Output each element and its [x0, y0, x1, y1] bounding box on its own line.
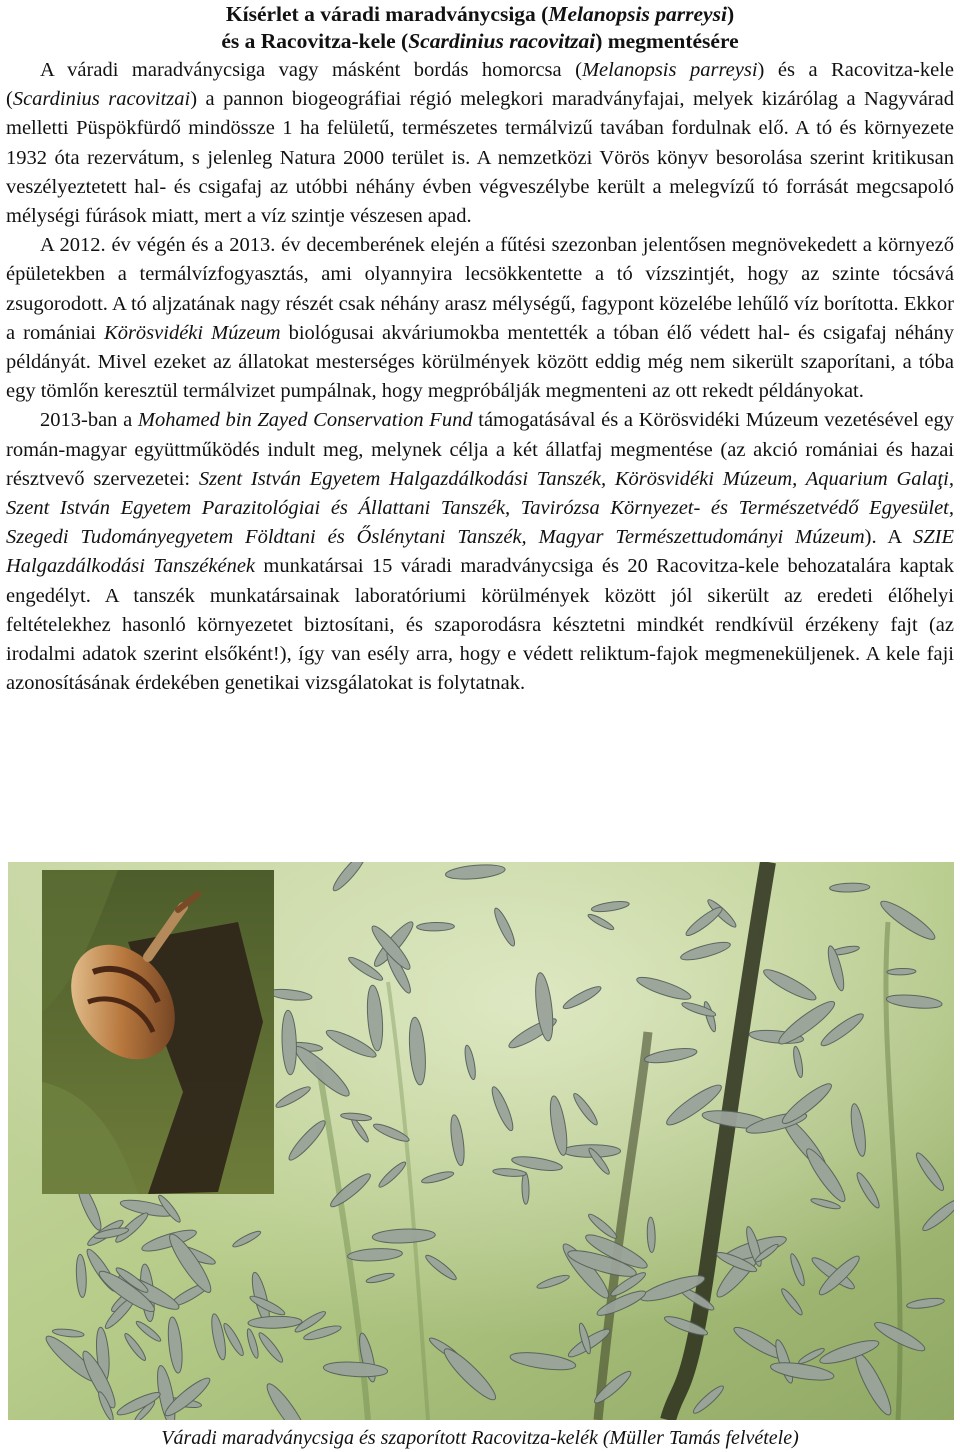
title-line-2: és a Racovitza-kele (Scardinius racovitzai) megmentésére — [221, 29, 739, 53]
body-text — [6, 56, 954, 698]
fish — [887, 968, 916, 975]
paragraph-3: 2013-ban a Mohamed bin Zayed Conservation Fund támogatásával és a Körösvidéki Múzeum vezetésével egy román-magyar együttműködés indult meg, melynek célja a két állatfaj megmentése (az akció romániai és hazai résztvevő szervezetei: Szent István Egyetem Halgazdálkodási Tanszék, Körösvidéki Múzeum, Aquarium Galaţi, Szent István Egyetem Parazitológiai és Állattani Tanszék, Tavirózsa Környezet- és Természetvédő Egyesület, Szegedi Tudományegyetem Földtani és Őslénytani Tanszék, Magyar Természettudományi Múzeum). A SZIE Halgazdálkodási Tanszékének munkatársai 15 váradi maradványcsiga és 20 Racovitza-kele behozatalára kaptak engedélyt. A tanszék munkatársainak laboratóriumi körülmények között jól sikerült az eredeti élőhelyi feltételekhez hasonló környezetet biztosítani, és szaporodásra késztetni mindkét rendkívül érzékeny fajt (az irodalmi adatok szerint elsőként!), így van esély arra, hogy e védett reliktum-fajok megmeneküljenek. A kele faji azonosításának érdekében genetikai vizsgálatokat is folytatnak. — [6, 409, 955, 695]
title-line-1: Kísérlet a váradi maradványcsiga (Melanopsis parreysi) — [225, 2, 735, 26]
photo-caption: Váradi maradványcsiga és szaporított Racovitza-kelék (Müller Tamás felvétele) — [161, 1427, 799, 1449]
fish — [417, 922, 455, 931]
paragraph-2: A 2012. év végén és a 2013. év decemberének elején a fűtési szezonban jelentősen megnövekedett a környező épületekben a termálvízfogyasztás, ami olyannyira lecsökkentette a tó vízszintjét, hogy az szinte tócsává zsugorodott. A tó aljzatának nagy részét csak néhány arasz mélységű, fagypont közelébe lehűlő víz borította. Ekkor a romániai Körösvidéki Múzeum biológusai akváriumokba mentették a tóban élő védett hal- és csigafaj néhány példányát. Mivel ezeket az állatokat mesterséges körülmények között eddig még nem sikerült szaporítani, a tóba egy tömlőn keresztül termálvizet pumpálnak, hogy megpróbálják megmenteni az ott rekedt példányokat. — [6, 234, 955, 403]
snail-inset-photo — [42, 870, 274, 1194]
fish — [522, 1172, 530, 1204]
aquarium-photo — [8, 862, 954, 1420]
paragraph-1: A váradi maradványcsiga vagy másként bordás homorcsa (Melanopsis parreysi) és a Racovitza-kele (Scardinius racovitzai) a pannon biogeográfiai régió melegkori maradványfajai, melyek kizárólag a Nagyvárad melletti Püspökfürdő mindössze 1 ha felületű, természetes termálvizű tavában fordulnak elő. A tó és környezete 1932 óta rezervátum, s jelenleg Natura 2000 terület is. A nemzetközi Vörös könyv besorolása szerint kritikusan veszélyeztetett hal- és csigafaj az utóbbi néhány évben végveszélybe került a melegvízű tó forrását megcsapoló mélységi fúrások miatt, mert a víz szintje vészesen apad. — [6, 59, 954, 228]
